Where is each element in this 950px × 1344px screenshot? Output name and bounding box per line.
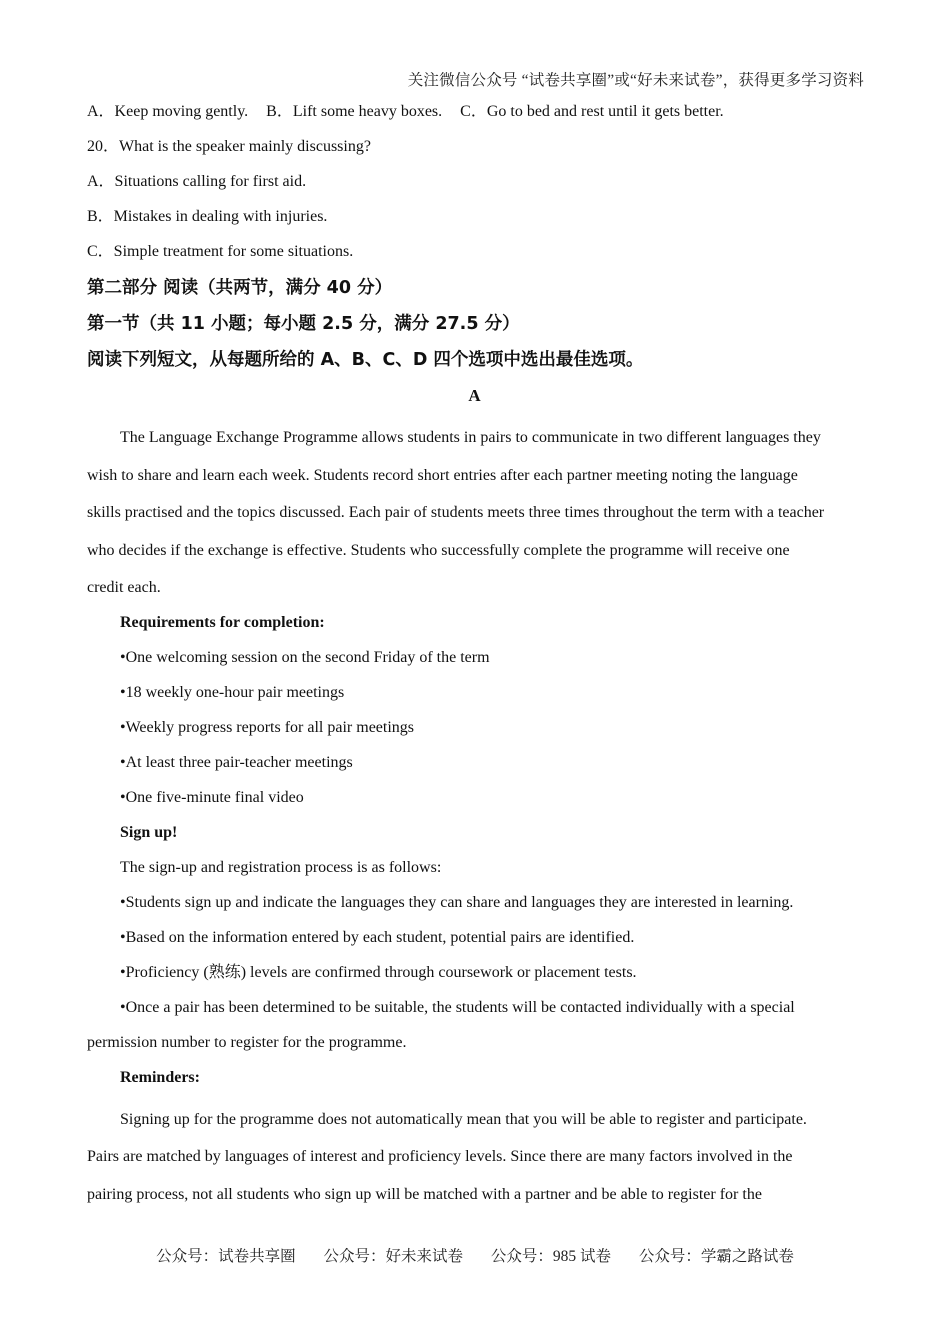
footer-item: 公众号：试卷共享圈 [156, 1248, 296, 1265]
page-footer [0, 1244, 950, 1266]
signup-intro: The sign-up and registration process is as follows: [120, 858, 442, 876]
signup-step: • Based on the information entered by each student, potential pairs are identified. [87, 926, 862, 961]
passage-label: A [468, 386, 481, 405]
intro-line: wish to share and learn each week. Students record short entries after each partner meeting noting the language [87, 466, 798, 484]
signup-step: • Proficiency (熟练) levels are confirmed through coursework or placement tests. [87, 961, 862, 996]
reminder-line: Pairs are matched by languages of interest and proficiency levels. Since there are many factors involved in the [87, 1148, 793, 1165]
intro-line: credit each. [87, 579, 161, 596]
q19-options [87, 100, 862, 135]
intro-line: who decides if the exchange is effective. Students who successfully complete the programme will receive one [87, 541, 790, 559]
q19-option-a: A．Keep moving gently. [87, 103, 249, 120]
signup-heading: Sign up! [120, 823, 178, 841]
requirement-item: • One welcoming session on the second Friday of the term [87, 646, 862, 681]
reminders-heading: Reminders: [120, 1068, 200, 1086]
requirement-item: • Weekly progress reports for all pair meetings [87, 716, 862, 751]
requirements-heading: Requirements for completion: [120, 613, 325, 631]
document-body [87, 100, 862, 1213]
section-subtitle: 第一节（共 11 小题；每小题 2.5 分，满分 27.5 分） [87, 314, 520, 334]
page-header-note: 关注微信公众号 “试卷共享圈”或“好未来试卷”，获得更多学习资料 [407, 72, 864, 89]
intro-line: The Language Exchange Programme allows students in pairs to communicate in two different languages they [120, 429, 821, 446]
reminder-line: Signing up for the programme does not automatically mean that you will be able to register and participate. [120, 1110, 807, 1128]
reminder-line: pairing process, not all students who sign up will be matched with a partner and be able to register for the [87, 1185, 762, 1203]
part-title: 第二部分 阅读（共两节，满分 40 分） [87, 278, 393, 298]
q19-option-c: C．Go to bed and rest until it gets better. [460, 103, 724, 120]
footer-item: 公众号：985 试卷 [490, 1248, 612, 1265]
q20-option-b: B．Mistakes in dealing with injuries. [87, 208, 328, 225]
passage-intro [87, 419, 862, 607]
signup-step-continuation: permission number to register for the programme. [87, 1033, 407, 1051]
requirement-item: • At least three pair-teacher meetings [87, 751, 862, 786]
signup-step: • Once a pair has been determined to be suitable, the students will be contacted individually with a special [87, 996, 862, 1031]
instruction: 阅读下列短文，从每题所给的 A、B、C、D 四个选项中选出最佳选项。 [87, 350, 644, 370]
requirement-item: • One five-minute final video [87, 786, 862, 821]
q20-option-c: C．Simple treatment for some situations. [87, 243, 354, 260]
intro-line: skills practised and the topics discussed. Each pair of students meets three times throughout the term with a teacher [87, 504, 825, 521]
q20-question: 20．What is the speaker mainly discussing? [87, 138, 371, 155]
signup-step: • Students sign up and indicate the languages they can share and languages they are interested in learning. [87, 891, 862, 926]
footer-item: 公众号：好未来试卷 [323, 1248, 463, 1265]
requirement-item: • 18 weekly one-hour pair meetings [87, 681, 862, 716]
q19-option-b: B．Lift some heavy boxes. [266, 103, 443, 120]
q20-option-a: A．Situations calling for first aid. [87, 173, 307, 190]
footer-item: 公众号：学霸之路试卷 [638, 1248, 794, 1265]
